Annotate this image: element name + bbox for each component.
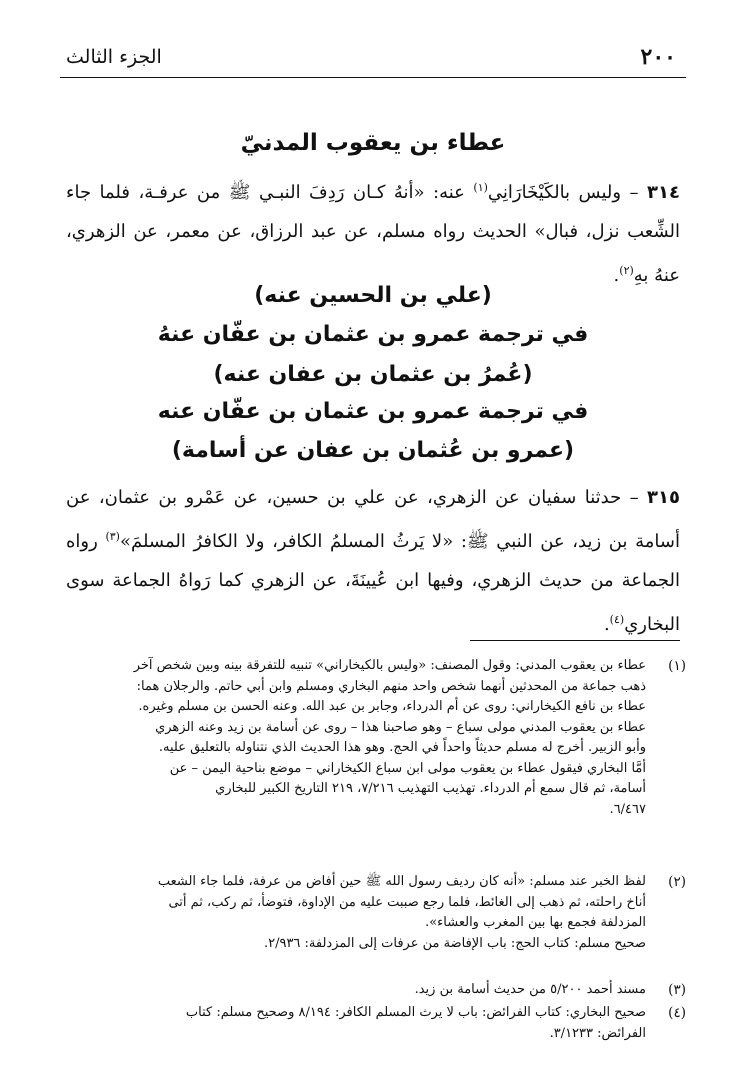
footnote-line: صحيح البخاري: كتاب الفرائض: باب لا يرث المسلم الكافر: ٨/١٩٤ وصحيح مسلم: كتاب [185,1005,646,1020]
footnote-line: أمَّا البخاري فيقول عطاء بن يعقوب مولى ابن سباع الكيخاراني – موضع بناحية اليمن – عن [169,760,646,776]
footnote-mark: (٤) [668,1005,686,1021]
footnote-line: المزدلفة فجمع بها بين المغرب والعشاء». [425,915,646,930]
entry-text: رواه الجماعة من حديث الزهري، وفيها ابن عُيينَةَ، عن الزهري كما رَواهُ الجماعة سوى البخاري [66,531,680,635]
page-number: ٢٠٠ [640,44,676,70]
page-header [60,42,686,76]
footnote-line: أناخ راحلته، ثم ذهب إلى الغائط، فلما رجع صببت عليه من الإداوة، فتوضأ، ثم ركب، ثم أتى [168,894,646,910]
footnote-line: الفرائض: ٣/١٢٣٣. [549,1025,646,1041]
footnote-4 [58,1003,686,1044]
footnote-3 [58,980,686,1001]
footnote-line: عطاء بن يعقوب المدني مولى سباع – وهو صاحبنا هذا – روى عن أسامة بن زيد وعنه الزهري [155,719,646,735]
footnote-ref[interactable]: (٢) [619,264,634,277]
footnote-body [58,980,646,1001]
section-heading: في ترجمة عمرو بن عثمان بن عفّان عنهُ [157,322,589,347]
footnote-line: صحيح مسلم: كتاب الحج: باب الإفاضة من عرفات إلى المزدلفة: ٢/٩٣٦. [263,935,646,951]
footnote-line: أسامة، ثم قال سمع أم الدرداء. تهذيب التهذيب ٧/٢١٦، ٢١٩ التاريخ الكبير للبخاري [215,781,646,796]
section-heading: (عُمرُ بن عثمان بن عفان عنه) [213,362,533,387]
footnote-ref[interactable]: (٤) [609,613,625,626]
footnote-divider [470,640,680,641]
footnote-mark: (٢) [668,874,686,890]
footnote-line: وأبو الزبير. أخرج له مسلم حديثاً واحداً في الحج. وهو هذا الحديث الذي نتناوله بالتعليق عليه. [158,740,646,755]
hadith-entry-315 [66,478,680,644]
entry-text: . [613,265,620,286]
volume-label: الجزء الثالث [66,46,162,68]
entry-text: . [603,614,610,635]
footnote-line: عطاء بن يعقوب المدني: وقول المصنف: «وليس بالكيخاراني» تنبيه للتفرقة بينه وبين شخص آخر [133,658,646,673]
footnote-line: ٦/٤٦٧. [609,801,646,817]
section-heading: (علي بن الحسين عنه) [254,283,492,308]
footnote-body [58,872,646,954]
entry-number: ٣١٤ [647,182,680,203]
entry-text: – وليس بالكَيْخَارَانِي [487,182,648,203]
chapter-heading: عطاء بن يعقوب المدنيّ [240,130,506,156]
footnote-1 [58,656,686,820]
header-divider [60,77,686,78]
footnote-line: ذهب جماعة من المحدثين أنهما شخص واحد منهم البخاري ومسلم وابن أبي حاتم. والرجلان هما: [136,678,646,694]
footnote-ref[interactable]: (١) [473,181,488,194]
hadith-entry-314 [66,168,680,295]
footnote-body [58,1003,646,1044]
footnote-mark: (١) [668,658,686,674]
footnote-mark: (٣) [668,982,686,998]
section-heading: في ترجمة عمرو بن عثمان بن عفّان عنه [157,399,589,424]
entry-text: – حدثنا سفيان عن الزهري، عن علي بن حسين، عن عَمْرو بن عثمان، عن أسامة بن زيد، عن النبي ﷺ: «لا يَرثُ المسلمُ الكافر، ولا الكافرُ المسلمَ» [66,487,680,552]
footnote-line: لفظ الخبر عند مسلم: «أنه كان رديف رسول الله ﷺ حين أفاض من عرفة، فلما جاء الشعب [157,874,646,889]
section-heading: (عمرو بن عُثمان بن عفان عن أسامة) [171,438,575,463]
footnote-body [58,656,646,820]
footnote-line: عطاء بن نافع الكيخاراني: روى عن أم الدرداء، وجابر بن عبد الله. وعنه الحسن بن مسلم وغيره. [138,699,646,714]
footnote-line: مسند أحمد ٥/٢٠٠ من حديث أسامة بن زيد. [414,982,646,997]
entry-text: عنه: «أنهُ كـان رَدِفَ النبـي ﷺ من عرفـة، فلما جاء الشِّعب نزل، فبال» الحديث رواه مسلم، عن عبد الرزاق، عن معمر، عن الزهري، عنهُ بهِ [66,182,680,286]
footnote-2 [58,872,686,954]
footnote-ref[interactable]: (٣) [105,530,120,543]
entry-number: ٣١٥ [647,487,680,508]
